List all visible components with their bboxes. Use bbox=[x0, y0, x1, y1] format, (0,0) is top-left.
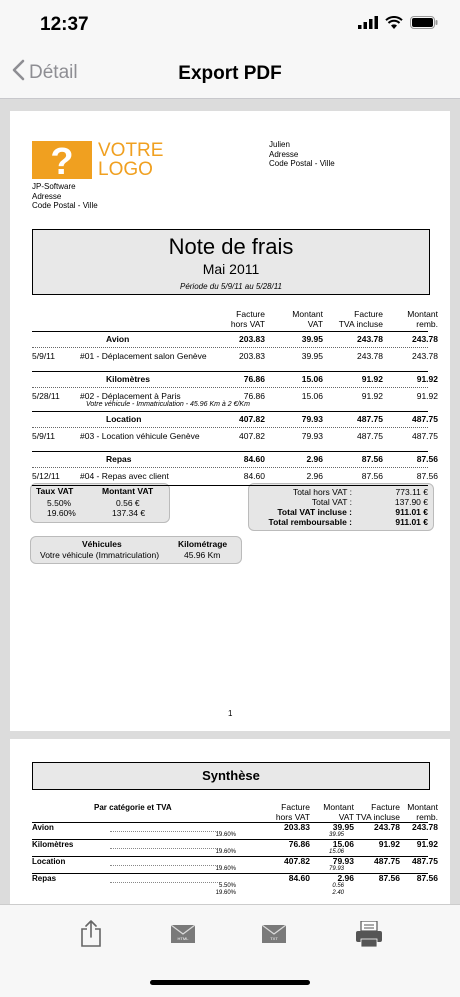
total-value: 911.01 € bbox=[395, 517, 428, 527]
logo-line-2: LOGO bbox=[98, 159, 153, 180]
synth-rule bbox=[32, 873, 428, 874]
synth-category: Repas bbox=[32, 874, 57, 883]
page-number: 1 bbox=[228, 709, 233, 718]
section-name: Repas bbox=[106, 454, 132, 464]
vat-amount-1: 0.56 € bbox=[116, 498, 140, 508]
synth-value: 76.86 bbox=[288, 839, 310, 849]
total-value: 137.90 € bbox=[394, 497, 428, 507]
item-date: 5/28/11 bbox=[32, 391, 60, 401]
section-subtotal: 487.75 bbox=[412, 414, 438, 424]
svg-text:?: ? bbox=[50, 141, 74, 179]
synth-value: 87.56 bbox=[378, 873, 400, 883]
total-label: Total VAT incluse : bbox=[277, 507, 352, 517]
section-subtotal: 243.78 bbox=[412, 334, 438, 344]
section-name: Location bbox=[106, 414, 142, 424]
synth-value: 407.82 bbox=[284, 856, 310, 866]
synth-dots bbox=[110, 848, 220, 849]
battery-icon bbox=[410, 16, 438, 34]
synth-rule bbox=[32, 856, 428, 857]
total-value: 773.11 € bbox=[395, 487, 428, 497]
synth-rate: 19.60% bbox=[215, 890, 236, 896]
svg-text:HTML: HTML bbox=[177, 936, 189, 941]
synth-header-facture-hors-vat: Facture hors VAT bbox=[275, 802, 310, 822]
report-month: Mai 2011 bbox=[202, 261, 260, 277]
item-value: 2.96 bbox=[306, 471, 323, 481]
item-value: 243.78 bbox=[412, 351, 438, 361]
vehicle-name: Votre véhicule (Immatriculation) bbox=[40, 550, 160, 560]
section-subtotal: 407.82 bbox=[239, 414, 265, 424]
synth-rule bbox=[32, 822, 428, 823]
total-value: 911.01 € bbox=[395, 507, 428, 517]
total-label: Total hors VAT : bbox=[292, 487, 352, 497]
item-date: 5/9/11 bbox=[32, 351, 56, 361]
company-street: Adresse bbox=[32, 191, 62, 201]
item-description: #04 - Repas avec client bbox=[80, 471, 169, 481]
section-dots bbox=[32, 467, 428, 468]
section-dots bbox=[32, 387, 428, 388]
logo-text bbox=[98, 141, 163, 179]
status-icons bbox=[358, 16, 438, 34]
pdf-page-1 bbox=[10, 111, 450, 731]
item-value: 15.06 bbox=[301, 391, 323, 401]
item-value: 243.78 bbox=[357, 351, 383, 361]
synth-value: 91.92 bbox=[416, 839, 438, 849]
synth-value: 243.78 bbox=[374, 822, 400, 832]
client-street: Adresse bbox=[269, 149, 299, 159]
synth-value: 487.75 bbox=[412, 856, 438, 866]
item-value: 91.92 bbox=[361, 391, 383, 401]
vat-amount-header: Montant VAT bbox=[102, 486, 154, 496]
item-value: 76.86 bbox=[243, 391, 265, 401]
company-name: JP-Software bbox=[32, 182, 76, 191]
vehicles-header: Véhicules bbox=[82, 539, 122, 549]
synth-rate: 5.50% bbox=[218, 883, 236, 889]
nav-title: Export PDF bbox=[178, 63, 282, 84]
section-subtotal: 84.60 bbox=[243, 454, 265, 464]
company-address bbox=[32, 182, 98, 211]
synth-vat: 0.56 bbox=[332, 883, 344, 889]
item-note: Votre véhicule - Immatriculation - 45.96 Km à 2 €/Km bbox=[86, 401, 250, 408]
section-rule bbox=[32, 331, 428, 332]
section-subtotal: 76.86 bbox=[243, 374, 265, 384]
header-montant-remb: Montant remb. bbox=[407, 309, 438, 329]
back-label: Détail bbox=[29, 62, 78, 83]
company-city: Code Postal - Ville bbox=[32, 201, 98, 210]
status-time: 12:37 bbox=[40, 14, 89, 35]
synth-rate: 19.60% bbox=[215, 849, 236, 855]
share-icon[interactable] bbox=[79, 920, 103, 953]
synth-vat: 79.93 bbox=[328, 866, 344, 872]
logo-line-1: VOTRE bbox=[98, 140, 164, 161]
synth-category: Avion bbox=[32, 823, 54, 832]
synth-value: 87.56 bbox=[416, 873, 438, 883]
mail-html-icon[interactable] bbox=[171, 925, 195, 948]
vat-rate-header: Taux VAT bbox=[36, 486, 74, 496]
synthesis-subtitle: Par catégorie et TVA bbox=[94, 803, 172, 812]
item-date: 5/12/11 bbox=[32, 471, 60, 481]
section-subtotal: 87.56 bbox=[361, 454, 383, 464]
printer-icon[interactable] bbox=[355, 921, 383, 952]
header-montant-vat: Montant VAT bbox=[292, 309, 323, 329]
synth-value: 243.78 bbox=[412, 822, 438, 832]
section-rule bbox=[32, 411, 428, 412]
vat-rate-1: 5.50% bbox=[47, 498, 72, 508]
section-subtotal: 87.56 bbox=[416, 454, 438, 464]
section-subtotal: 79.93 bbox=[301, 414, 323, 424]
section-subtotal: 91.92 bbox=[361, 374, 383, 384]
client-address bbox=[269, 140, 335, 169]
signal-icon bbox=[358, 16, 378, 34]
synth-header-facture-tva-incluse: Facture TVA incluse bbox=[355, 802, 400, 822]
mail-txt-icon[interactable] bbox=[262, 925, 286, 948]
synth-rate: 19.60% bbox=[215, 832, 236, 838]
pdf-page-2 bbox=[10, 739, 450, 904]
item-value: 79.93 bbox=[301, 431, 323, 441]
synth-value: 39.95 bbox=[332, 822, 354, 832]
svg-text:TXT: TXT bbox=[270, 936, 278, 941]
synth-category: Location bbox=[32, 857, 66, 866]
section-subtotal: 487.75 bbox=[357, 414, 383, 424]
synth-vat: 39.95 bbox=[328, 832, 344, 838]
section-rule bbox=[32, 371, 428, 372]
vehicle-mileage: 45.96 Km bbox=[184, 550, 221, 560]
synth-vat: 2.40 bbox=[332, 890, 344, 896]
report-title-box bbox=[32, 229, 430, 295]
section-subtotal: 2.96 bbox=[306, 454, 323, 464]
mileage-header: Kilométrage bbox=[178, 539, 228, 549]
vat-amount-2: 137.34 € bbox=[112, 508, 146, 518]
synth-rate: 19.60% bbox=[215, 866, 236, 872]
status-bar bbox=[0, 0, 460, 50]
synth-category: Kilomètres bbox=[32, 840, 74, 849]
synth-value: 2.96 bbox=[337, 873, 354, 883]
section-subtotal: 91.92 bbox=[416, 374, 438, 384]
synth-value: 203.83 bbox=[284, 822, 310, 832]
section-rule bbox=[32, 451, 428, 452]
total-label: Total VAT : bbox=[311, 497, 352, 507]
synth-value: 487.75 bbox=[374, 856, 400, 866]
table-end-rule bbox=[32, 485, 428, 486]
report-period: Période du 5/9/11 au 5/28/11 bbox=[179, 282, 282, 291]
item-value: 87.56 bbox=[361, 471, 383, 481]
client-name: Julien bbox=[269, 140, 290, 149]
logo-icon bbox=[32, 141, 92, 179]
item-value: 91.92 bbox=[416, 391, 438, 401]
item-description: #02 - Déplacement à Paris bbox=[80, 391, 181, 401]
section-subtotal: 39.95 bbox=[301, 334, 323, 344]
item-value: 407.82 bbox=[239, 431, 265, 441]
synth-header-montant-remb: Montant remb. bbox=[407, 802, 438, 822]
item-value: 203.83 bbox=[239, 351, 265, 361]
home-indicator bbox=[150, 980, 310, 985]
item-value: 487.75 bbox=[357, 431, 383, 441]
item-value: 487.75 bbox=[412, 431, 438, 441]
section-dots bbox=[32, 427, 428, 428]
synth-value: 84.60 bbox=[288, 873, 310, 883]
pdf-viewer[interactable] bbox=[0, 99, 460, 904]
synth-value: 79.93 bbox=[332, 856, 354, 866]
section-subtotal: 15.06 bbox=[301, 374, 323, 384]
item-value: 87.56 bbox=[416, 471, 438, 481]
section-name: Avion bbox=[106, 334, 130, 344]
synth-value: 15.06 bbox=[332, 839, 354, 849]
synth-vat: 15.06 bbox=[328, 849, 344, 855]
vat-rate-2: 19.60% bbox=[47, 508, 76, 518]
synth-rule bbox=[32, 839, 428, 840]
header-facture-hors-vat: Facture hors VAT bbox=[230, 309, 265, 329]
item-date: 5/9/11 bbox=[32, 431, 56, 441]
synthesis-title: Synthèse bbox=[32, 762, 430, 790]
synth-header-montant-vat: Montant VAT bbox=[323, 802, 354, 822]
section-dots bbox=[32, 347, 428, 348]
section-name: Kilomètres bbox=[106, 374, 150, 384]
item-value: 84.60 bbox=[243, 471, 265, 481]
item-value: 39.95 bbox=[301, 351, 323, 361]
navigation-bar bbox=[0, 50, 460, 99]
report-title: Note de frais bbox=[168, 234, 294, 259]
header-facture-tva-incluse: Facture TVA incluse bbox=[338, 309, 383, 329]
synth-value: 91.92 bbox=[378, 839, 400, 849]
item-description: #01 - Déplacement salon Genève bbox=[80, 351, 207, 361]
item-description: #03 - Location véhicule Genève bbox=[80, 431, 200, 441]
synth-dots bbox=[110, 882, 220, 883]
synth-dots bbox=[110, 831, 220, 832]
section-subtotal: 203.83 bbox=[239, 334, 265, 344]
section-subtotal: 243.78 bbox=[357, 334, 383, 344]
client-city: Code Postal - Ville bbox=[269, 159, 335, 168]
total-label: Total remboursable : bbox=[268, 517, 352, 527]
synth-dots bbox=[110, 865, 220, 866]
wifi-icon bbox=[385, 16, 403, 34]
